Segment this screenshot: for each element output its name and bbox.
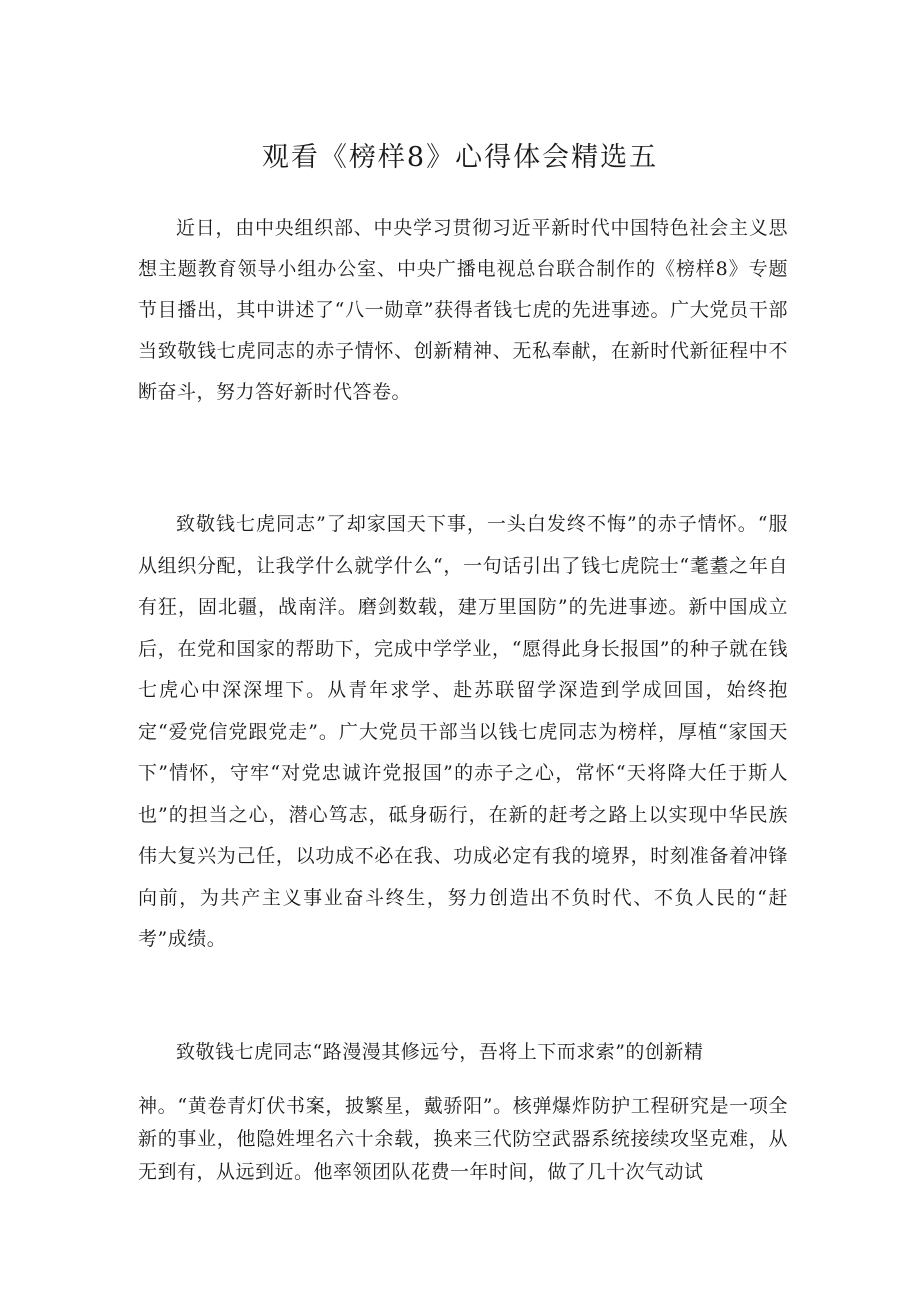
paragraph-patriotism: 致敬钱七虎同志”了却家国天下事，一头白发终不悔”的赤子情怀。“服从组织分配，让我学什么就学什么“，一句话引出了钱七虎院士“耄耋之年自有狂，固北疆，战南洋。磨剑数载，建万里国防”的先进事迹。新中国成立后，在党和国家的帮助下，完成中学学业，“愿得此身长报国”的种子就在钱七虎心中深深埋下。从青年求学、赴苏联留学深造到学成回国，始终抱定“爱党信党跟党走”。广大党员干部当以钱七虎同志为榜样，厚植“家国天下”情怀，守牢“对党忠诚许党报国”的赤子之心，常怀“天将降大任于斯人也”的担当之心，潜心笃志，砥身砺行，在新的赶考之路上以实现中华民族伟大复兴为己任，以功成不必在我、功成必定有我的境界，时刻准备着冲锋向前，为共产主义事业奋斗终生，努力创造出不负时代、不负人民的“赶考”成绩。 xyxy=(138,513,788,950)
paragraph-innovation-continued: 神。“黄卷青灯伏书案，披繁星，戴骄阳”。核弹爆炸防护工程研究是一项全新的事业，他隐姓埋名六十余载，换来三代防空武器系统接续攻坚克难，从无到有，从远到近。他率领团队花费一年时间，做了几十次气动试 xyxy=(138,1095,788,1183)
document-title: 观看《榜样8》心得体会精选五 xyxy=(261,142,659,173)
paragraph-intro: 近日，由中央组织部、中央学习贯彻习近平新时代中国特色社会主义思想主题教育领导小组办公室、中央广播电视总台联合制作的《榜样8》专题节目播出，其中讲述了“八一勋章”获得者钱七虎的先进事迹。广大党员干部当致敬钱七虎同志的赤子情怀、创新精神、无私奉献，在新时代新征程中不断奋斗，努力答好新时代答卷。 xyxy=(138,217,788,403)
paragraph-innovation-first-line: 致敬钱七虎同志“路漫漫其修远兮，吾将上下而求索”的创新精 xyxy=(176,1041,704,1063)
